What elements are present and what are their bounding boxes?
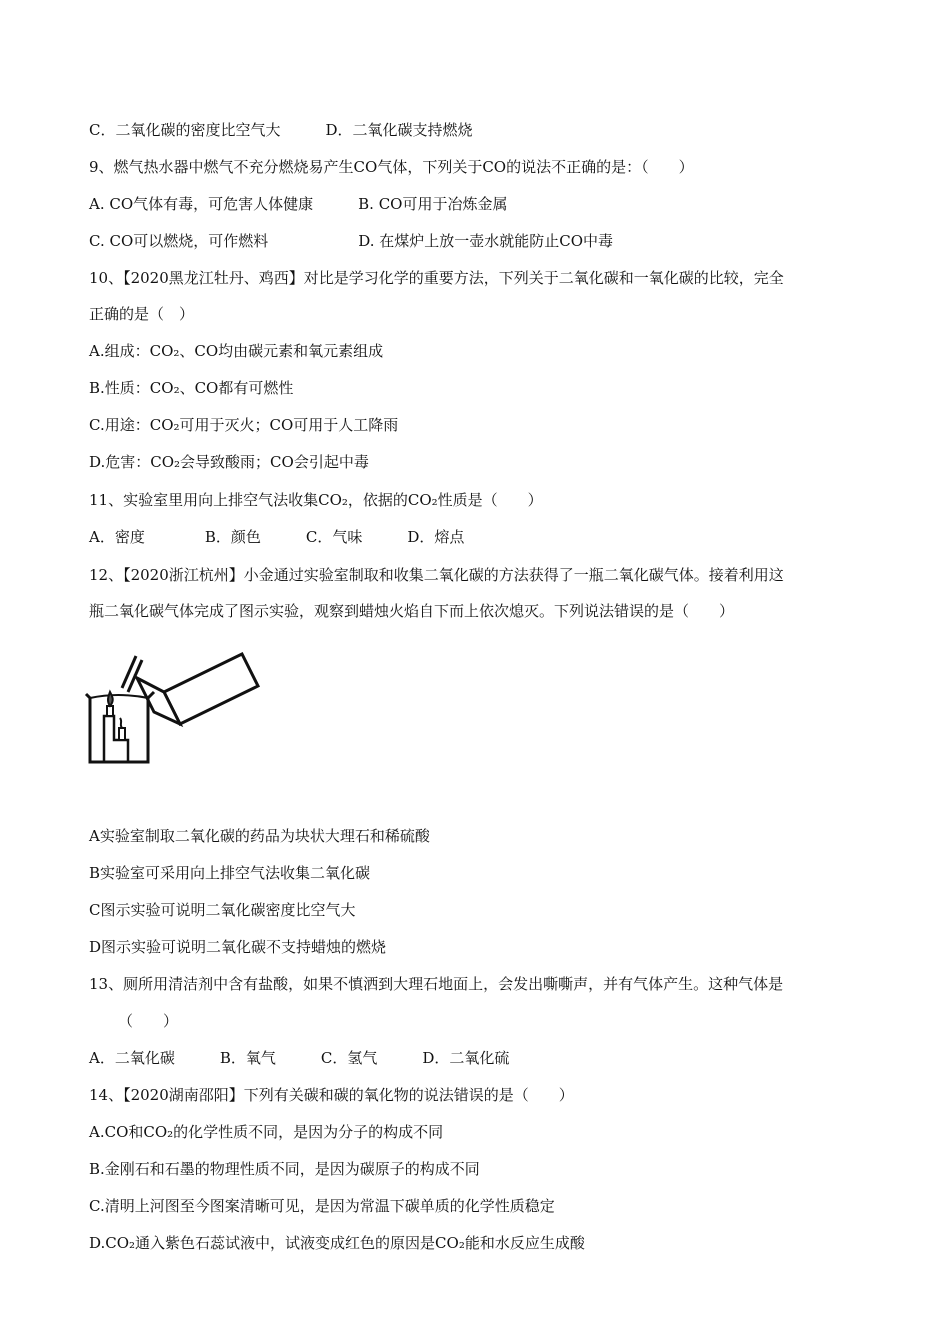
q10-stem-line1: 10、【2020黑龙江牡丹、鸡西】对比是学习化学的重要方法，下列关于二氧化碳和一氧化碳的比较，完全	[89, 269, 784, 287]
q13-stem-line2: （ ）	[118, 1012, 179, 1030]
q11-options: A．密度 B．颜色 C．气味 D．熔点	[89, 528, 465, 546]
q12-option-c: C图示实验可说明二氧化碳密度比空气大	[89, 901, 356, 919]
q14-option-b: B.金刚石和石墨的物理性质不同，是因为碳原子的构成不同	[89, 1160, 480, 1178]
q14-option-a: A.CO和CO₂的化学性质不同，是因为分子的构成不同	[89, 1123, 444, 1141]
q9-options-cd: C. CO可以燃烧，可作燃料 D. 在煤炉上放一壶水就能防止CO中毒	[89, 232, 614, 250]
q12-stem-line2: 瓶二氧化碳气体完成了图示实验，观察到蜡烛火焰自下而上依次熄灭。下列说法错误的是（ ）	[89, 602, 735, 620]
q8-options-cd: C．二氧化碳的密度比空气大 D．二氧化碳支持燃烧	[89, 121, 473, 139]
co2-candle-experiment-figure	[82, 640, 282, 775]
q11-stem: 11、实验室里用向上排空气法收集CO₂，依据的CO₂性质是（ ）	[89, 491, 543, 509]
q14-stem: 14、【2020湖南邵阳】下列有关碳和碳的氧化物的说法错误的是（ ）	[89, 1086, 574, 1104]
q10-stem-line2: 正确的是（ ）	[89, 305, 195, 323]
q13-stem-line1: 13、厕所用清洁剂中含有盐酸，如果不慎洒到大理石地面上，会发出嘶嘶声，并有气体产生。这种气体是	[89, 975, 784, 993]
q12-option-a: A实验室制取二氧化碳的药品为块状大理石和稀硫酸	[89, 827, 430, 845]
q10-option-b: B.性质：CO₂、CO都有可燃性	[89, 379, 294, 397]
q14-option-c: C.清明上河图至今图案清晰可见，是因为常温下碳单质的化学性质稳定	[89, 1197, 555, 1215]
lower-candle	[119, 718, 125, 740]
q12-stem-line1: 12、【2020浙江杭州】小金通过实验室制取和收集二氧化碳的方法获得了一瓶二氧化碳气体。接着利用这	[89, 566, 784, 584]
q9-stem: 9、燃气热水器中燃气不充分燃烧易产生CO气体，下列关于CO的说法不正确的是：（ ）	[89, 158, 694, 176]
q14-option-d: D.CO₂通入紫色石蕊试液中，试液变成红色的原因是CO₂能和水反应生成酸	[89, 1234, 585, 1252]
q12-option-b: B实验室可采用向上排空气法收集二氧化碳	[89, 864, 371, 882]
q9-options-ab: A. CO气体有毒，可危害人体健康 B. CO可用于冶炼金属	[89, 195, 508, 213]
upper-candle	[107, 692, 113, 716]
q10-option-c: C.用途：CO₂可用于灭火；CO可用于人工降雨	[89, 416, 399, 434]
q12-option-d: D图示实验可说明二氧化碳不支持蜡烛的燃烧	[89, 938, 387, 956]
q13-options: A．二氧化碳 B．氧气 C．氢气 D．二氧化硫	[89, 1049, 510, 1067]
gas-bottle	[122, 654, 258, 724]
q10-option-d: D.危害：CO₂会导致酸雨；CO会引起中毒	[89, 453, 369, 471]
q10-option-a: A.组成：CO₂、CO均由碳元素和氧元素组成	[89, 342, 384, 360]
